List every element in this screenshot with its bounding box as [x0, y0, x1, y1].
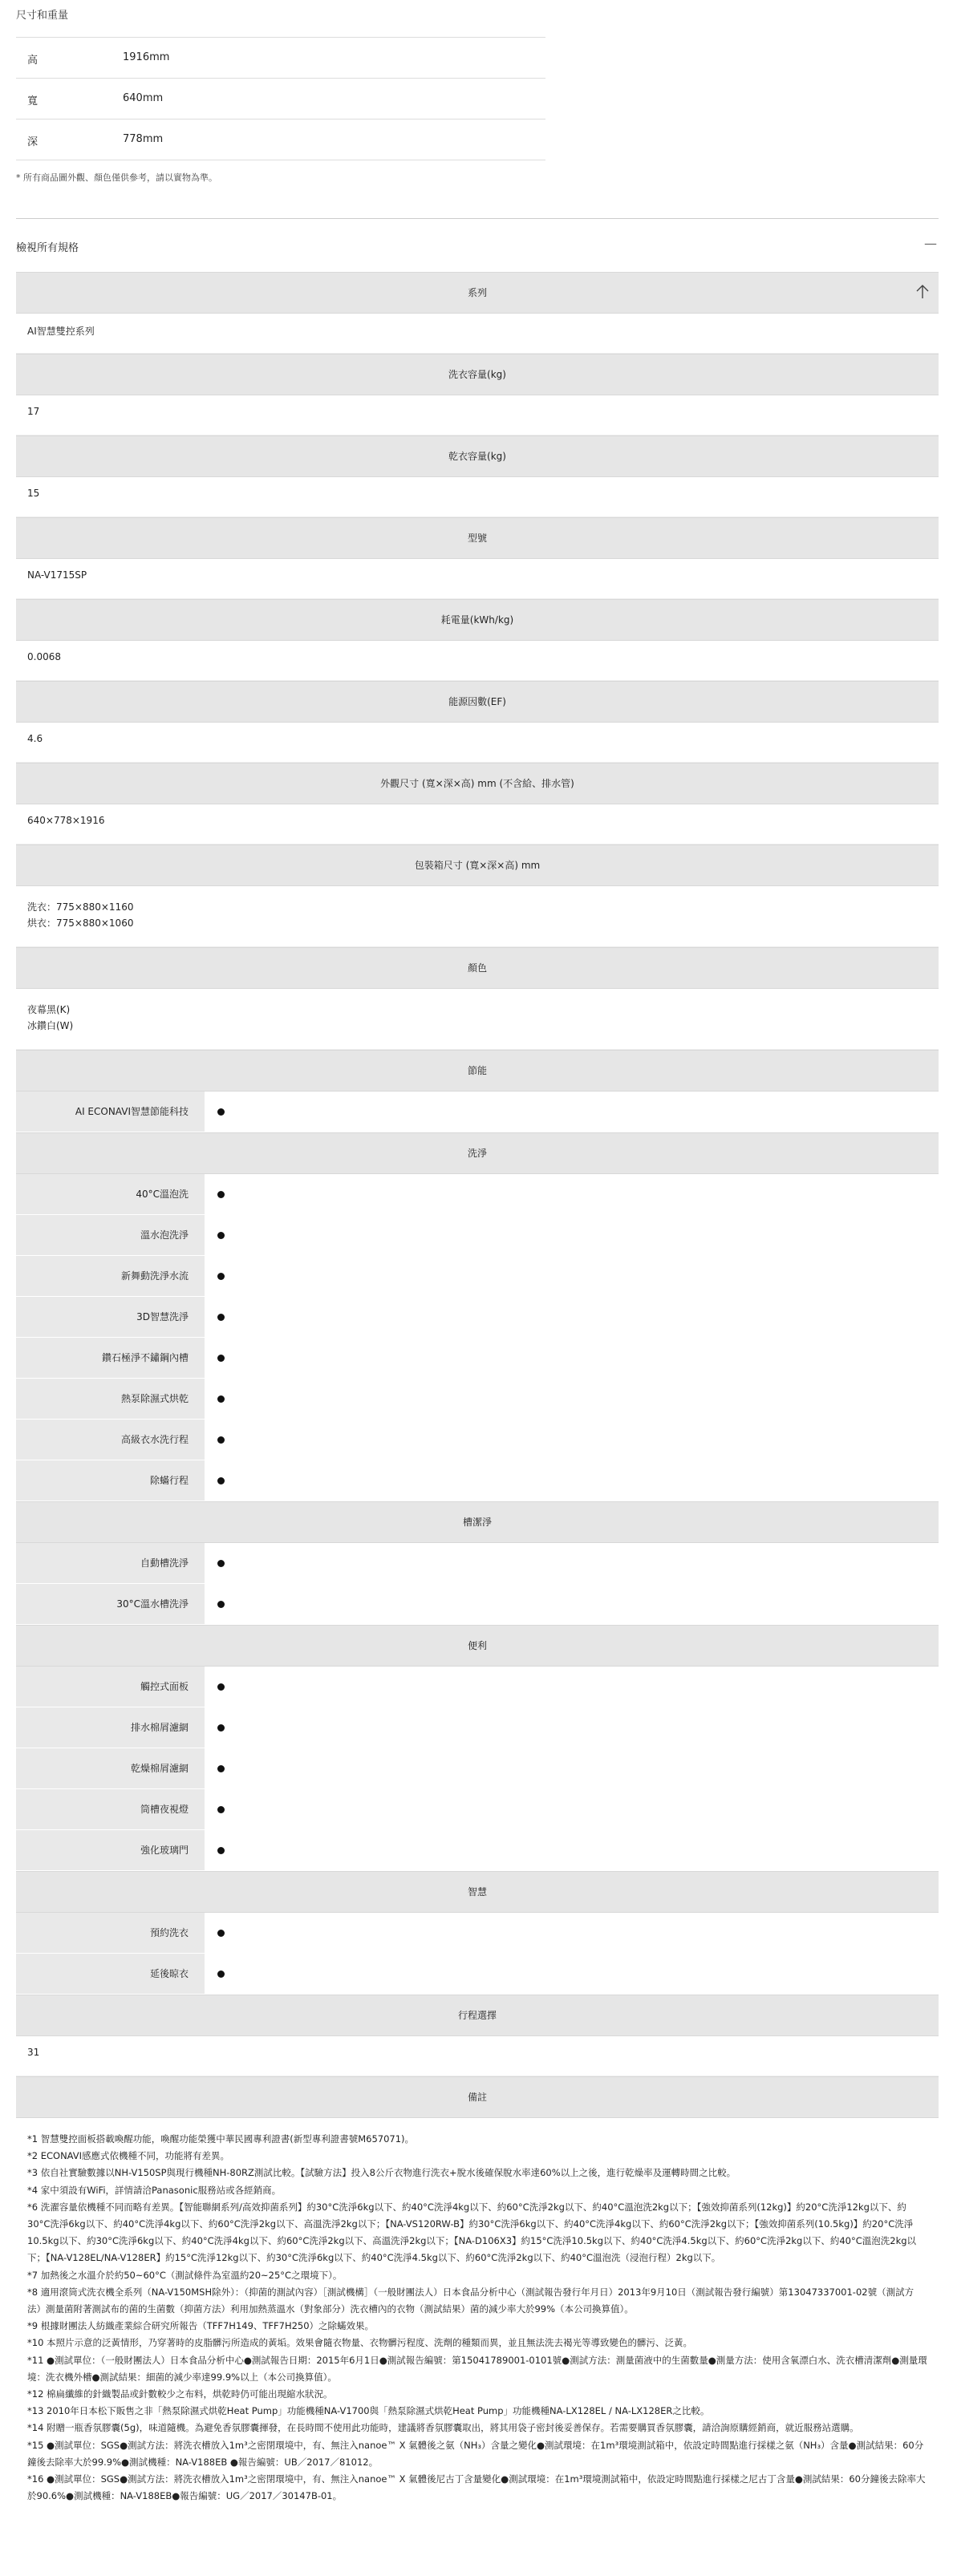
- feature-row: [16, 1543, 939, 1584]
- spec-value-dry-capacity: 15: [16, 477, 939, 517]
- feature-label: 40°C溫泡洗: [16, 1174, 205, 1214]
- spec-value-package: [16, 886, 939, 947]
- spec-header-package: 包裝箱尺寸 (寬×深×高) mm: [16, 844, 939, 886]
- dimension-row: [16, 37, 545, 79]
- feature-row: [16, 1584, 939, 1625]
- bullet-icon: [217, 1765, 225, 1772]
- feature-label: 自動槽洗淨: [16, 1543, 205, 1583]
- dimensions-title: 尺寸和重量: [16, 10, 69, 22]
- feature-row: [16, 1174, 939, 1215]
- note-item: *15 ●測試單位：SGS●測試方法：將洗衣槽放入1m³之密閉環境中，有、無注入nanoe™ X 氣體後之氨（NH₃）含量之變化●測試環境：在1m³環境測試箱中，依設定時間點進行採樣之氨（NH₃）含量●測試結果：60分鐘後去除率大於99.9%●測試機種：NA-V188EB ●報告編號：UB／2017／81012。: [27, 2439, 924, 2468]
- spec-value-ef: 4.6: [16, 723, 939, 763]
- spec-value-series: AI智慧雙控系列: [16, 314, 939, 354]
- feature-label: 乾燥棉屑濾網: [16, 1748, 205, 1788]
- feature-row: [16, 1215, 939, 1256]
- feature-label: 熱泵除濕式烘乾: [16, 1379, 205, 1419]
- spec-value-color: [16, 989, 939, 1050]
- spec-header-series: [16, 272, 939, 314]
- dimension-label: 寬: [27, 95, 39, 107]
- feature-row: [16, 1420, 939, 1460]
- note-item: *2 ECONAVI感應式依機種不同，功能將有差異。: [27, 2150, 230, 2162]
- bullet-icon: [217, 1970, 225, 1978]
- color-black: 夜幕黑(K): [27, 1004, 71, 1015]
- feature-label: 鑽石極淨不鏽鋼內槽: [16, 1338, 205, 1378]
- spec-header-program: 行程選擇: [16, 1995, 939, 2036]
- dimension-value: 778mm: [123, 133, 164, 145]
- feature-row: [16, 1667, 939, 1707]
- bullet-icon: [217, 1314, 225, 1321]
- note-item: *6 洗濯容量依機種不同而略有差異。【智能聯網系列/高效抑菌系列】約30°C洗淨6kg以下、約40°C洗淨4kg以下、約60°C洗淨2kg以下、約40°C溫泡洗2kg以下；【強效抑菌系列(12kg)】約20°C洗淨12kg以下、約30°C洗淨6kg以下、約40°C洗淨4kg以下、約60°C洗淨2kg以下、高溫洗淨2kg以下；【NA-VS120RW-B】約30°C洗淨6kg以下、約40°C洗淨4kg以下、約60°C洗淨2kg以下；【強效抑菌系列(10.5kg)】約20°C洗淨10.5kg以下、約30°C洗淨6kg以下、約40°C洗淨4kg以下、約60°C洗淨2kg以下、高溫洗淨2kg以下；【NA-D106X3】約15°C洗淨10.5kg以下、約40°C洗淨4.5kg以下、約60°C洗淨2kg以下、約40°C溫泡洗2kg以下；【NA-V128EL/NA-V128ER】約15°C洗淨12kg以下、約30°C洗淨6kg以下、約40°C洗淨4.5kg以下、約60°C洗淨2kg以下、約40°C溫泡洗（浸泡行程）2kg以下。: [27, 2201, 917, 2264]
- feature-label: 3D智慧洗淨: [16, 1297, 205, 1337]
- feature-label: 溫水泡洗淨: [16, 1215, 205, 1255]
- bullet-icon: [217, 1477, 225, 1484]
- feature-row: [16, 1830, 939, 1871]
- feature-row: [16, 1748, 939, 1789]
- spec-value-model: NA-V1715SP: [16, 559, 939, 599]
- note-item: *8 適用滾筒式洗衣機全系列（NA-V150MSH除外）：（抑菌的測試內容）［測試機構］（一般財團法人）日本食品分析中心（測試報告發行年月日）2013年9月10日（測試報告發行編號）第13047337001-02號（測試方法）測量菌附著測試布的菌的生菌數（抑菌方法）利用加熱蒸溫水（對象部分）洗衣槽內的衣物（測試結果）菌的減少率大於99%（本公司換算值）。: [27, 2286, 914, 2315]
- spec-header-tub-clean: 槽潔淨: [16, 1501, 939, 1543]
- note-item: *3 依自社實驗數據以NH-V150SP與現行機種NH-80RZ測試比較。【試驗方法】投入8公斤衣物進行洗衣+脫水後確保脫水率達60%以上之後，進行乾燥率及運轉時間之比較。: [27, 2167, 736, 2179]
- feature-label: 新舞動洗淨水流: [16, 1256, 205, 1296]
- feature-row: [16, 1297, 939, 1338]
- bullet-icon: [217, 1395, 225, 1403]
- spec-header-energy-saving: 節能: [16, 1050, 939, 1092]
- spec-header-remarks: 備註: [16, 2076, 939, 2118]
- spec-header-smart: 智慧: [16, 1871, 939, 1913]
- spec-value-outer-dimensions: 640×778×1916: [16, 804, 939, 844]
- note-item: *10 本照片示意的泛黃情形，乃穿著時的皮脂髒污所造成的黃垢。效果會隨衣物量、衣物髒污程度、洗劑的種類而異，並且無法洗去褐光等導致變色的髒污、泛黃。: [27, 2337, 693, 2349]
- spec-table: [16, 272, 939, 2505]
- spec-header-dry-capacity: 乾衣容量(kg): [16, 435, 939, 477]
- package-dry: 烘衣：775×880×1060: [27, 917, 134, 929]
- bullet-icon: [217, 1355, 225, 1362]
- feature-row: [16, 1707, 939, 1748]
- spec-header-outer-dimensions: 外觀尺寸 (寬×深×高) mm (不含給、排水管): [16, 763, 939, 804]
- spec-header-energy: 耗電量(kWh/kg): [16, 599, 939, 641]
- arrow-up-icon[interactable]: [913, 282, 932, 302]
- spec-header-wash-capacity: 洗衣容量(kg): [16, 354, 939, 395]
- bullet-icon: [217, 1724, 225, 1732]
- minus-icon[interactable]: —: [924, 236, 937, 251]
- bullet-icon: [217, 1847, 225, 1854]
- feature-row: [16, 1379, 939, 1420]
- spec-value-program: 31: [16, 2036, 939, 2076]
- dimension-value: 640mm: [123, 92, 164, 104]
- bullet-icon: [217, 1232, 225, 1239]
- feature-label: 除蟎行程: [16, 1460, 205, 1501]
- bullet-icon: [217, 1683, 225, 1691]
- feature-label: 排水棉屑濾網: [16, 1707, 205, 1748]
- feature-row: [16, 1954, 939, 1995]
- package-wash: 洗衣：775×880×1160: [27, 901, 134, 913]
- remarks-notes: [16, 2118, 939, 2505]
- feature-row: [16, 1256, 939, 1297]
- dimension-label: 高: [27, 55, 39, 67]
- feature-label: 延後晾衣: [16, 1954, 205, 1994]
- spec-header-label: 系列: [467, 287, 487, 298]
- note-item: *1 智慧雙控面板搭載喚醒功能，喚醒功能榮獲中華民國專利證書(新型專利證書號M657071)。: [27, 2133, 415, 2145]
- spec-header-color: 顏色: [16, 947, 939, 989]
- bullet-icon: [217, 1273, 225, 1280]
- feature-row: [16, 1338, 939, 1379]
- bullet-icon: [217, 1930, 225, 1937]
- note-item: *7 加熱後之水溫介於約50~60°C（測試條件為室溫約20~25°C之環境下）。: [27, 2269, 343, 2281]
- note-item: *9 根據財團法人紡織產業綜合研究所報告（TFF7H149、TFF7H250）之除蟎效果。: [27, 2320, 375, 2332]
- spec-value-wash-capacity: 17: [16, 395, 939, 435]
- dimensions-note: * 所有商品圖外觀、顏色僅供參考，請以實物為準。: [16, 172, 217, 183]
- note-item: *16 ●測試單位：SGS●測試方法：將洗衣槽放入1m³之密閉環境中，有、無注入nanoe™ X 氣體後尼古丁含量變化●測試環境：在1m³環境測試箱中，依設定時間點進行採樣之尼古丁含量●測試結果：60分鐘後去除率大於90.6%●測試機種：NA-V188EB●報告編號：UG／2017／30147B-01。: [27, 2473, 926, 2502]
- dimension-row: [16, 119, 545, 160]
- bullet-icon: [217, 1436, 225, 1444]
- note-item: *11 ●測試單位：（一般財團法人）日本食品分析中心●測試報告日期：2015年6月1日●測試報告編號：第15041789001-0101號●測試方法：測量菌液中的生菌數量●測量方法：使用含氧漂白水、洗衣槽清潔劑●測量環境：洗衣機外槽●測試結果：細菌的減少率達99.9%以上（本公司換算值）。: [27, 2354, 927, 2383]
- dimension-label: 深: [27, 136, 39, 148]
- dimensions-table: [16, 37, 545, 160]
- color-white: 冰鑽白(W): [27, 1020, 74, 1031]
- feature-label: 預約洗衣: [16, 1913, 205, 1953]
- feature-label: AI ECONAVI智慧節能科技: [16, 1092, 205, 1132]
- feature-label: 高級衣水洗行程: [16, 1420, 205, 1460]
- note-item: *12 棉扁纖維的針織製品或針數較少之布料，烘乾時仍可能出現縮水狀況。: [27, 2388, 333, 2400]
- dimension-value: 1916mm: [123, 51, 170, 63]
- section-divider: [16, 218, 939, 219]
- spec-header-wash: 洗淨: [16, 1132, 939, 1174]
- dimension-row: [16, 79, 545, 119]
- note-item: *13 2010年日本松下販售之非「熱泵除濕式烘乾Heat Pump」功能機種NA-V1700與「熱泵除濕式烘乾Heat Pump」功能機種NA-LX128EL / NA-LX128ER之比較。: [27, 2405, 710, 2417]
- bullet-icon: [217, 1560, 225, 1567]
- feature-row: [16, 1789, 939, 1830]
- bullet-icon: [217, 1191, 225, 1198]
- note-item: *4 家中須設有WiFi，詳情請洽Panasonic服務站或各經銷商。: [27, 2184, 282, 2196]
- note-item: *14 附贈一瓶香氛膠囊(5g)，味道隨機。為避免香氛膠囊揮發，在長時間不使用此功能時，建議將香氛膠囊取出，將其用袋子密封後妥善保存。若需要購買香氛膠囊，請洽詢原購經銷商，就近服務站選購。: [27, 2422, 859, 2434]
- bullet-icon: [217, 1108, 225, 1116]
- feature-label: 30°C溫水槽洗淨: [16, 1584, 205, 1624]
- feature-row: [16, 1913, 939, 1954]
- spec-header-ef: 能源因數(EF): [16, 681, 939, 723]
- feature-label: 觸控式面板: [16, 1667, 205, 1707]
- feature-row: [16, 1092, 939, 1132]
- all-specs-toggle-label[interactable]: 檢視所有規格: [16, 242, 79, 254]
- feature-label: 強化玻璃門: [16, 1830, 205, 1870]
- spec-value-energy: 0.0068: [16, 641, 939, 681]
- bullet-icon: [217, 1806, 225, 1813]
- spec-header-model: 型號: [16, 517, 939, 559]
- feature-row: [16, 1460, 939, 1501]
- spec-header-convenience: 便利: [16, 1625, 939, 1667]
- feature-label: 筒槽夜視燈: [16, 1789, 205, 1829]
- bullet-icon: [217, 1601, 225, 1608]
